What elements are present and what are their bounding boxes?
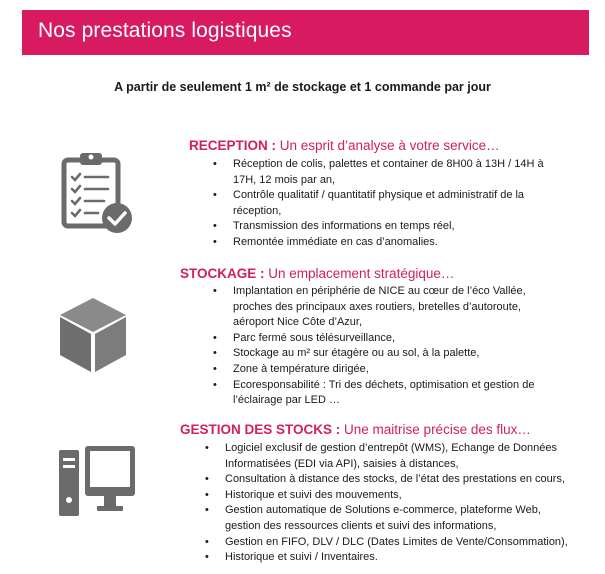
list-item-text: Stockage au m² sur étagère ou au sol, à la palette, [233, 347, 480, 360]
list-item-text: Ecoresponsabilité : Tri des déchets, optimisation et gestion de [233, 378, 535, 391]
list-item-text: 17H, 12 mois par an, [233, 173, 336, 186]
list-item-text: Gestion en FIFO, DLV / DLC (Dates Limites de Vente/Consommation), [225, 535, 568, 548]
list-item-text: réception, [233, 204, 282, 217]
list-item-text: Gestion automatique de Solutions e-commerce, plateforme Web, [225, 504, 541, 517]
bullet-marker: • [213, 235, 217, 248]
list-item-text: l’éclairage par LED … [233, 394, 340, 407]
list-item-text: gestion des ressources clients et suivi des informations, [225, 519, 497, 532]
list-item [205, 535, 568, 551]
bullet-marker: • [205, 473, 209, 486]
list-item-text: Contrôle qualitatif / quantitatif physique et administratif de la [233, 189, 525, 202]
list-item [205, 503, 568, 534]
stockage-heading [180, 266, 454, 282]
reception-heading [189, 138, 500, 154]
stockage-heading-label: STOCKAGE : [180, 266, 265, 281]
list-item [213, 157, 544, 188]
bullet-marker: • [213, 220, 217, 233]
reception-list [213, 157, 544, 251]
list-item [205, 441, 568, 472]
list-item-text: Parc fermé sous télésurveillance, [233, 331, 396, 344]
bullet-marker: • [213, 378, 217, 391]
list-item-text: Historique et suivi / Inventaires. [225, 551, 378, 564]
gestion-heading-label: GESTION DES STOCKS : [180, 422, 341, 437]
list-item [205, 488, 568, 504]
list-item-text: Consultation à distance des stocks, de l’état des prestations en cours, [225, 473, 565, 486]
list-item [213, 346, 534, 362]
list-item-text: Transmission des informations en temps réel, [233, 220, 455, 233]
title-banner [22, 10, 589, 55]
bullet-marker: • [205, 442, 209, 454]
list-item [213, 284, 534, 331]
bullet-marker: • [213, 347, 217, 360]
stockage-list [213, 284, 535, 409]
subtitle: A partir de seulement 1 m² de stockage et 1 commande par jour [114, 80, 491, 94]
desktop-computer-icon [57, 444, 137, 518]
gestion-heading [180, 422, 531, 438]
bullet-marker: • [205, 488, 209, 501]
list-item-text: aéroport Nice Côte d’Azur, [233, 316, 363, 329]
list-item [213, 331, 534, 347]
gestion-heading-tagline: Une maitrise précise des flux… [340, 422, 531, 437]
list-item [205, 550, 568, 566]
list-item [213, 188, 544, 219]
bullet-marker: • [205, 504, 209, 517]
list-item-text: Historique et suivi des mouvements, [225, 488, 402, 501]
stockage-heading-tagline: Un emplacement stratégique… [264, 266, 455, 281]
list-item [213, 362, 534, 378]
list-item-text: Informatisées (EDI via API), saisies à distances, [225, 457, 459, 470]
bullet-marker: • [213, 189, 217, 202]
list-item [213, 235, 544, 251]
list-item-text: Zone à température dirigée, [233, 362, 369, 375]
bullet-marker: • [213, 331, 217, 344]
bullet-marker: • [205, 551, 209, 564]
page-title: Nos prestations logistiques [38, 19, 292, 42]
list-item-text: Logiciel exclusif de gestion d’entrepôt (WMS), Echange de Données [225, 442, 558, 454]
list-item-text: Implantation en périphérie de NICE au cœur de l’éco Vallée, [233, 285, 526, 297]
list-item-text: Remontée immédiate en cas d’anomalies. [233, 235, 438, 248]
clipboard-checklist-icon [60, 150, 138, 238]
reception-heading-tagline: Un esprit d’analyse à votre service… [276, 138, 500, 153]
reception-heading-label: RECEPTION : [189, 138, 277, 153]
bullet-marker: • [213, 158, 217, 170]
cube-icon [58, 296, 128, 374]
bullet-marker: • [213, 362, 217, 375]
list-item-text: Réception de colis, palettes et container de 8H00 à 13H / 14H à [233, 158, 544, 170]
gestion-list [205, 441, 568, 566]
list-item [213, 219, 544, 235]
list-item [205, 472, 568, 488]
list-item-text: proches des principaux axes routiers, bretelles d’autoroute, [233, 300, 521, 313]
list-item [213, 378, 535, 409]
bullet-marker: • [205, 535, 209, 548]
bullet-marker: • [213, 285, 217, 297]
